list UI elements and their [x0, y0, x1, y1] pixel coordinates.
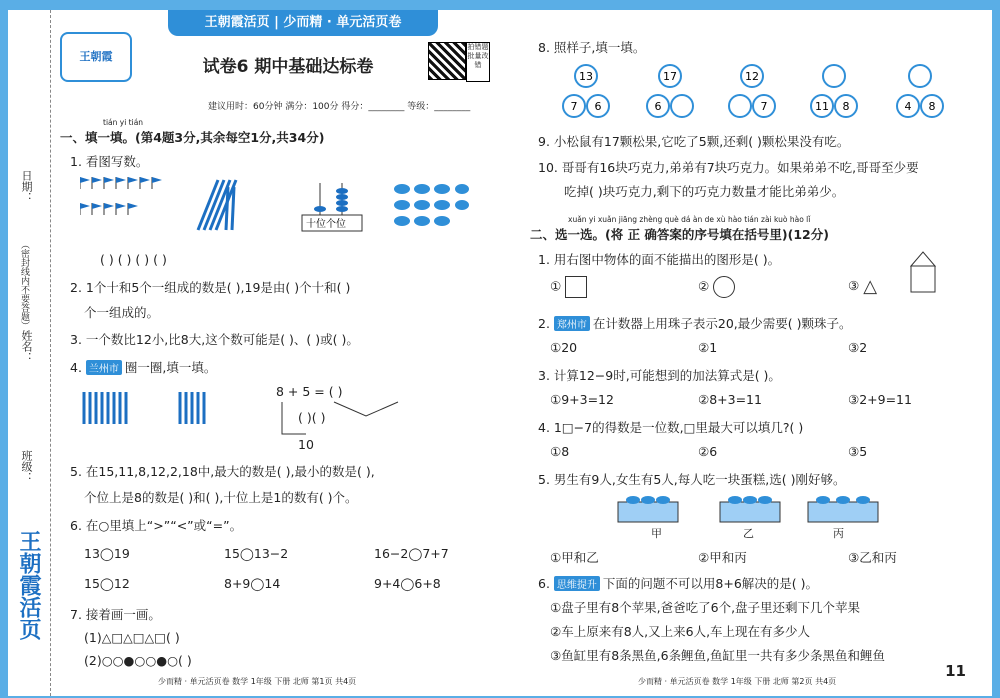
choice-1: 1. 用右图中物体的面不能描出的图形是( )。 [538, 252, 781, 267]
qr-label: 拍错题批量改错 [466, 42, 490, 82]
question-5-cont: 个位上是8的数是( )和( ),十位上是1的数有( )个。 [84, 490, 358, 505]
square-icon [565, 276, 587, 298]
choice-option[interactable]: ①9+3=12 [550, 392, 614, 407]
class-label: 班级： [20, 450, 33, 483]
stick-bundle-icon [198, 180, 236, 230]
choice-option[interactable]: ②车上原来有8人,又上来6人,车上现在有多少人 [550, 624, 811, 639]
question-2-cont: 个一组成的。 [84, 305, 160, 320]
box-label: 甲 [651, 527, 662, 540]
brand-logo-text: 王朝霞活页 [16, 530, 42, 640]
choice-option[interactable]: ②1 [698, 340, 718, 355]
choice-option[interactable]: ③ △ [848, 276, 878, 297]
choice-3: 3. 计算12−9时,可能想到的加法算式是( )。 [538, 368, 781, 383]
choice-option[interactable]: ②6 [698, 444, 718, 459]
choice-option[interactable]: ③2 [848, 340, 868, 355]
left-footer: 少而精 · 单元活页卷 数学 1年级 下册 北师 第1页 共4页 [158, 677, 357, 686]
svg-text:十位个位: 十位个位 [306, 219, 346, 230]
question-5: 5. 在15,11,8,12,2,18中,最大的数是( ),最小的数是( ), [70, 464, 375, 479]
choice-option[interactable]: ② [698, 276, 735, 298]
q1-figures [80, 175, 470, 250]
box-label: 丙 [833, 527, 844, 540]
binding-spine [8, 10, 51, 696]
q4-equation: 8 + 5 = ( ) [276, 384, 343, 399]
svg-text:6: 6 [594, 100, 602, 113]
section-2-heading: 二、选一选。(将 正 确答案的序号填在括号里)(12分) [530, 227, 829, 242]
date-label: 日期： [20, 170, 33, 203]
choice-option[interactable]: ①盘子里有8个苹果,爸爸吃了6个,盘子里还剩下几个苹果 [550, 600, 861, 615]
question-3: 3. 一个数比12小,比8大,这个数可能是( )、( )或( )。 [70, 332, 359, 347]
choice-option[interactable]: ①甲和乙 [550, 550, 599, 565]
question-9: 9. 小松鼠有17颗松果,它吃了5颗,还剩( )颗松果没有吃。 [538, 134, 850, 149]
cake-boxes [608, 490, 908, 526]
compare-item[interactable]: 15◯12 [84, 576, 130, 591]
svg-text:7: 7 [570, 100, 578, 113]
circle-icon [713, 276, 735, 298]
question-2: 2. 1个十和5个一组成的数是( ),19是由( )个十和( ) [70, 280, 351, 295]
publisher-logo: 王朝霞 [60, 32, 132, 82]
question-10: 10. 哥哥有16块巧克力,弟弟有7块巧克力。如果弟弟不吃,哥哥至少要 [538, 160, 919, 175]
question-4: 4. 兰州市 圈一圈,填一填。 [70, 360, 217, 375]
choice-4: 4. 1□−7的得数是一位数,□里最大可以填几?( ) [538, 420, 804, 435]
abacus-icon [302, 183, 362, 231]
question-10-cont: 吃掉( )块巧克力,剩下的巧克力数量才能比弟弟少。 [564, 184, 845, 199]
choice-option[interactable]: ①8 [550, 444, 570, 459]
leaves-icon [394, 184, 469, 226]
choice-5: 5. 男生有9人,女生有5人,每人吃一块蛋糕,选( )刚好够。 [538, 472, 846, 487]
pattern-1[interactable]: (1)△□△□△□( ) [84, 630, 180, 645]
triangle-icon: △ [863, 276, 878, 297]
q1-answer-blanks[interactable]: ( ) ( ) ( ) ( ) [100, 252, 167, 267]
right-footer: 少而精 · 单元活页卷 数学 1年级 下册 北师 第2页 共4页 [638, 677, 837, 686]
prism-icon [903, 248, 943, 296]
svg-text:7: 7 [760, 100, 768, 113]
choice-option[interactable]: ②8+3=11 [698, 392, 762, 407]
box-label: 乙 [743, 527, 754, 540]
choice-option[interactable]: ②甲和丙 [698, 550, 747, 565]
flags-icon [80, 177, 162, 215]
choice-option[interactable]: ③5 [848, 444, 868, 459]
choice-option[interactable]: ③2+9=11 [848, 392, 912, 407]
svg-text:4: 4 [904, 100, 912, 113]
pencils-figure [80, 388, 260, 430]
compare-item[interactable]: 15◯13−2 [224, 546, 289, 561]
choice-option[interactable]: ① [550, 276, 587, 298]
svg-text:12: 12 [745, 70, 759, 83]
section-1-heading: 一、填一填。(第4题3分,其余每空1分,共34分) [60, 130, 325, 145]
name-label: 姓名： [20, 330, 33, 363]
region-tag: 兰州市 [86, 360, 122, 375]
qr-code[interactable] [428, 42, 466, 80]
svg-text:11: 11 [815, 100, 829, 113]
choice-option[interactable]: ③鱼缸里有8条黑鱼,6条鲤鱼,鱼缸里一共有多少条黑鱼和鲤鱼 [550, 648, 886, 663]
svg-text:6: 6 [654, 100, 662, 113]
page-number: 11 [945, 662, 966, 680]
pattern-2[interactable]: (2)○○●○○●○( ) [84, 653, 192, 668]
q4-ten: 10 [298, 437, 314, 452]
header-banner: 王朝霞活页 | 少而精 · 单元活页卷 [168, 10, 438, 36]
question-8: 8. 照样子,填一填。 [538, 40, 646, 55]
worksheet-page [8, 10, 992, 696]
compare-item[interactable]: 9+4◯6+8 [374, 576, 441, 591]
choice-option[interactable]: ①20 [550, 340, 578, 355]
seal-note: （密封线内不要答题） [19, 240, 29, 330]
question-1: 1. 看图写数。 [70, 154, 149, 169]
question-6: 6. 在○里填上“>”“<”或“=”。 [70, 518, 243, 533]
region-tag: 郑州市 [554, 316, 590, 331]
pinyin: xuǎn yi xuǎn jiāng zhèng què dá àn de xù hào tián zài kuò hào lǐ [568, 215, 811, 224]
q4-split-lines [266, 398, 406, 438]
svg-text:8: 8 [842, 100, 850, 113]
compare-item[interactable]: 8+9◯14 [224, 576, 281, 591]
choice-option[interactable]: ③乙和丙 [848, 550, 897, 565]
q4-split-blanks[interactable]: ( )( ) [298, 410, 326, 425]
compare-item[interactable]: 13◯19 [84, 546, 130, 561]
svg-text:13: 13 [579, 70, 593, 83]
choice-2: 2. 郑州市 在计数器上用珠子表示20,最少需要( )颗珠子。 [538, 316, 852, 331]
compare-item[interactable]: 16−2◯7+7 [374, 546, 449, 561]
pinyin: tián yi tián [103, 118, 144, 127]
thinking-tag: 思维提升 [554, 576, 600, 591]
number-trees [548, 62, 958, 122]
exam-meta: 建议用时：60分钟 满分：100分 得分：________ 等级：________ [208, 102, 471, 112]
svg-text:8: 8 [928, 100, 936, 113]
choice-6: 6. 思维提升 下面的问题不可以用8+6解决的是( )。 [538, 576, 819, 591]
page-title: 试卷6 期中基础达标卷 [202, 57, 374, 77]
question-7: 7. 接着画一画。 [70, 607, 161, 622]
svg-text:17: 17 [663, 70, 677, 83]
